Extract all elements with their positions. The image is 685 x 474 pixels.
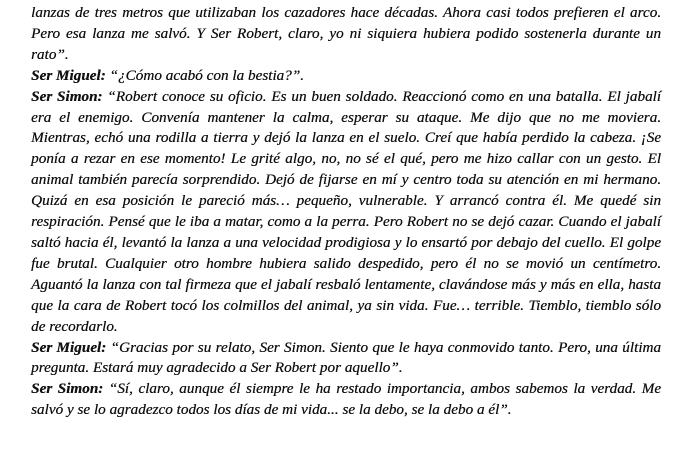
paragraph-text: “Robert conoce su oficio. Es un buen soldado. Reaccionó como en una batalla. El jabalí era el enemigo. Convenía mantener la calma, esperar su ataque. Me dijo que no me moviera. Mientras, echó una rodilla a tierra y dejó la lanza en el suelo. Creí que había perdido la cabeza. ¡Se ponía a rezar en ese momento! Le grité algo, no, no sé el qué, pero me hizo callar con un gesto. El animal también parecía sorprendido. Dejó de fijarse en mí y centro toda su atención en mi hermano. Quizá en esa posición le pareció más… pequeño, vulnerable. Y arrancó contra él. Me quedé sin respiración. Pensé que le iba a matar, como a la perra. Pero Robert no se dejó cazar. Cuando el jabalí saltó hacia él, levantó la lanza a una velocidad prodigiosa y lo ensartó por debajo del cuello. El golpe fue brutal. Cualquier otro hombre hubiera salido despedido, pero él no se movió un centímetro. Aguantó la lanza con tal firmeza que el jabalí resbaló lentamente, clavándose más y más en ella, hasta que la cara de Robert tocó los colmillos del animal, ya sin vida. Fue… terrible. Tiemblo, tiemblo sólo de recordarlo. bbox=[31, 87, 661, 335]
speaker-label: Ser Simon: bbox=[31, 380, 104, 398]
speaker-label: Ser Miguel: bbox=[31, 338, 107, 356]
paragraph-dialogue bbox=[31, 87, 661, 338]
paragraph-dialogue bbox=[31, 338, 661, 380]
document-page bbox=[31, 3, 661, 421]
paragraph-dialogue bbox=[31, 66, 661, 87]
paragraph-text: lanzas de tres metros que utilizaban los cazadores hace décadas. Ahora casi todos prefieren el arco. Pero esa lanza me salvó. Y Ser Robert, claro, yo ni siquiera hubiera podido sostenerla durante un rato”. bbox=[31, 4, 661, 63]
paragraph-dialogue bbox=[31, 379, 661, 421]
speaker-label: Ser Miguel: bbox=[31, 66, 106, 84]
paragraph-text: “Sí, claro, aunque él siempre le ha restado importancia, ambos sabemos la verdad. Me salvó y se lo agradezco todos los días de mi vida... se la debo, se la debo a él”. bbox=[31, 380, 661, 419]
paragraph-narration bbox=[31, 3, 661, 66]
paragraph-text: “¿Cómo acabó con la bestia?”. bbox=[105, 66, 304, 84]
speaker-label: Ser Simon: bbox=[31, 87, 103, 105]
paragraph-text: “Gracias por su relato, Ser Simon. Siento que le haya conmovido tanto. Pero, una última pregunta. Estará muy agradecido a Ser Robert por aquello”. bbox=[31, 338, 661, 377]
